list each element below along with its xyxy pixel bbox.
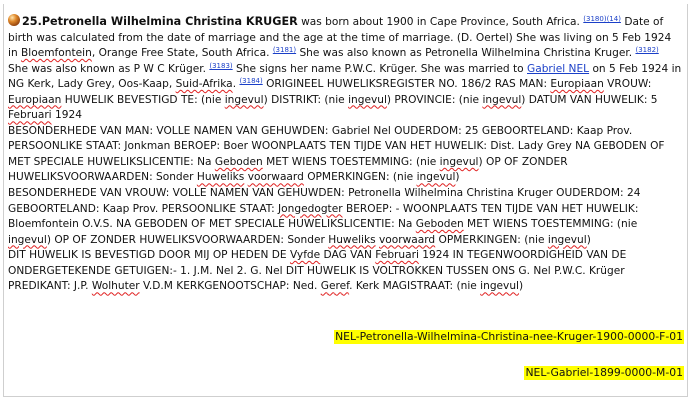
spellcheck-word: ingevul [224,93,264,106]
spellcheck-word: voorwaard [379,233,436,246]
bullet-ball-icon [8,14,20,26]
groom-file-label: NEL-Gabriel-1899-0000-M-01 [525,366,683,379]
spellcheck-word: Jongedogter [278,202,343,215]
spellcheck-word: Wolhuter [91,280,140,293]
residence-text: , Orange Free State, South Africa. [91,47,270,60]
person-heading: 25.Petronella Wilhelmina Christina KRUGER [22,15,298,28]
groom-text: ) [455,171,460,184]
citation-link[interactable]: (3184) [239,77,263,86]
citation-link[interactable]: (3182) [635,46,659,55]
citation-link[interactable]: (3180)(14) [583,15,621,23]
dob-text: Date of birth was calculated from the date of marriage and the age at the time of marriage. (D. Oertel) She was living on 5 Feb 1924 in [8,16,672,60]
spellcheck-word: Februari [8,109,52,122]
register-text: ) PROVINCIE: (nie [386,93,483,106]
spellcheck-word: Huweliks [328,233,376,246]
groom-text: BESONDERHEDE VAN MAN: VOLLE NAMEN VAN GEHUWDEN: Gabriel Nel OUDERDOM: 25 GEBOORTELAND: Kaap Prov. PERSOONLIKE STAAT: Jonkman BEROEP: Boer WOONPLAATS TEN TIJDE VAN HET HUWELIK: Dist. Lady Grey NA GEBODEN OF MET SPECIALE HUWELIKSLICENTIE: Na [8,124,665,168]
spellcheck-word: Geboden [214,155,263,168]
register-text: ORIGINEEL HUWELIKSREGISTER NO. 186/2 RAS MAN: [262,78,551,91]
spellcheck-word: Vyfde [289,249,321,262]
spellcheck-word: ingevul [480,280,519,293]
groom-details [8,124,682,186]
bride-file-label: NEL-Petronella-Wilhelmina-Christina-nee-Kruger-1900-0000-F-01 [335,330,683,343]
spellcheck-word: Geref [320,280,350,293]
register-text: HUWELIK BEVESTIGD TE: (nie [61,93,225,106]
record-paragraph [8,14,682,124]
groom-text: MET WIENS TOESTEMMING: (nie [262,155,440,168]
spellcheck-word: Februari [375,249,419,262]
aka-text: She was also known as Petronella Wilhelmina Christina Kruger. [296,47,633,60]
bride-details [8,186,682,248]
register-text: 1924 [51,109,82,122]
spellcheck-word: Suid-Afrika [175,78,233,91]
spellcheck-word: voorwaard [247,171,304,184]
bride-text: ) OP OF ZONDER HUWELIKSVOORWAARDEN: Sonder [46,233,329,246]
citation-link[interactable]: (3181) [272,46,297,55]
bride-text: BEROEP: - WOONPLAATS TEN TIJDE VAN HET HUWELIK: Bloemfontein O.V.S. NA GEBODEN OF MET SPECIALE HUWELIKSLICENTIE: Na [8,202,639,231]
bride-text: BESONDERHEDE VAN VROUW: VOLLE NAMEN VAN GEHUWDEN: Petronella Wilhelmina Christina Kruger OUDERDOM: 24 GEBOORTELAND: Kaap Prov. PERSOONLIKE STAAT: [8,187,641,215]
genealogy-record [8,14,682,295]
bride-text: MET WIENS TOESTEMMING: (nie [463,218,638,231]
groom-text: ) OP OF ZONDER HUWELIKSVOORWAARDEN: Sonder [8,155,568,184]
declaration-text: 1924 IN TEGENWOORDIGHEID VAN DE ONDERGETEKENDE GETUIGEN:- 1. J.M. Nel 2. G. Nel DIT HUWELIK IS VOLTROKKEN TUSSEN ONS G. Nel P.W.C. Krüger PREDIKANT: J.P. [8,249,627,293]
declaration-text: . Kerk MAGISTRAAT: (nie [349,280,481,293]
declaration-text: DAG VAN [320,249,376,262]
register-text: VROUW: [603,78,652,91]
spellcheck-word: ingevul [348,93,387,106]
declaration-text: V.D.M KERKGENOOTSCHAP: Ned. [139,280,321,293]
spellcheck-word: Huweliks [196,171,245,184]
bride-text: ) [586,233,591,246]
groom-text: OPMERKINGEN: (nie [303,171,417,184]
spellcheck-word: ingevul [547,233,587,246]
bride-text: OPMERKINGEN: (nie [435,233,548,246]
spellcheck-word: ingevul [482,93,522,106]
marriage-text: . [232,78,237,91]
aka-text: She was also known as P W C Krüger. [8,62,206,75]
spellcheck-word: ingevul [8,233,47,246]
spellcheck-word: Europiaan [550,78,604,91]
spouse-link[interactable]: Gabriel NEL [527,62,590,75]
spellcheck-word: ingevul [416,171,456,184]
birth-text: was born about 1900 in Cape Province, South Africa. [297,16,580,28]
spellcheck-word: Geboden [415,218,464,231]
spellcheck-word: Europiaan [8,93,62,106]
spellcheck-word: ingevul [439,155,479,168]
marriage-declaration [8,248,682,295]
register-text: ) DISTRIKT: (nie [263,93,349,106]
signature-text: She signs her name P.W.C. Krüger. She was married to [232,62,527,75]
declaration-text: DIT HUWELIK IS BEVESTIGD DOOR MIJ OP HEDEN DE [8,249,290,262]
citation-link[interactable]: (3183) [209,61,233,70]
marriage-text: on 5 Feb 1924 in NG Kerk, Lady Grey, Oos-Kaap, [8,62,682,91]
declaration-text: ) [518,280,524,293]
spellcheck-word: Bloemfontein [21,47,92,60]
register-text: ) DATUM VAN HUWELIK: 5 [521,93,658,106]
